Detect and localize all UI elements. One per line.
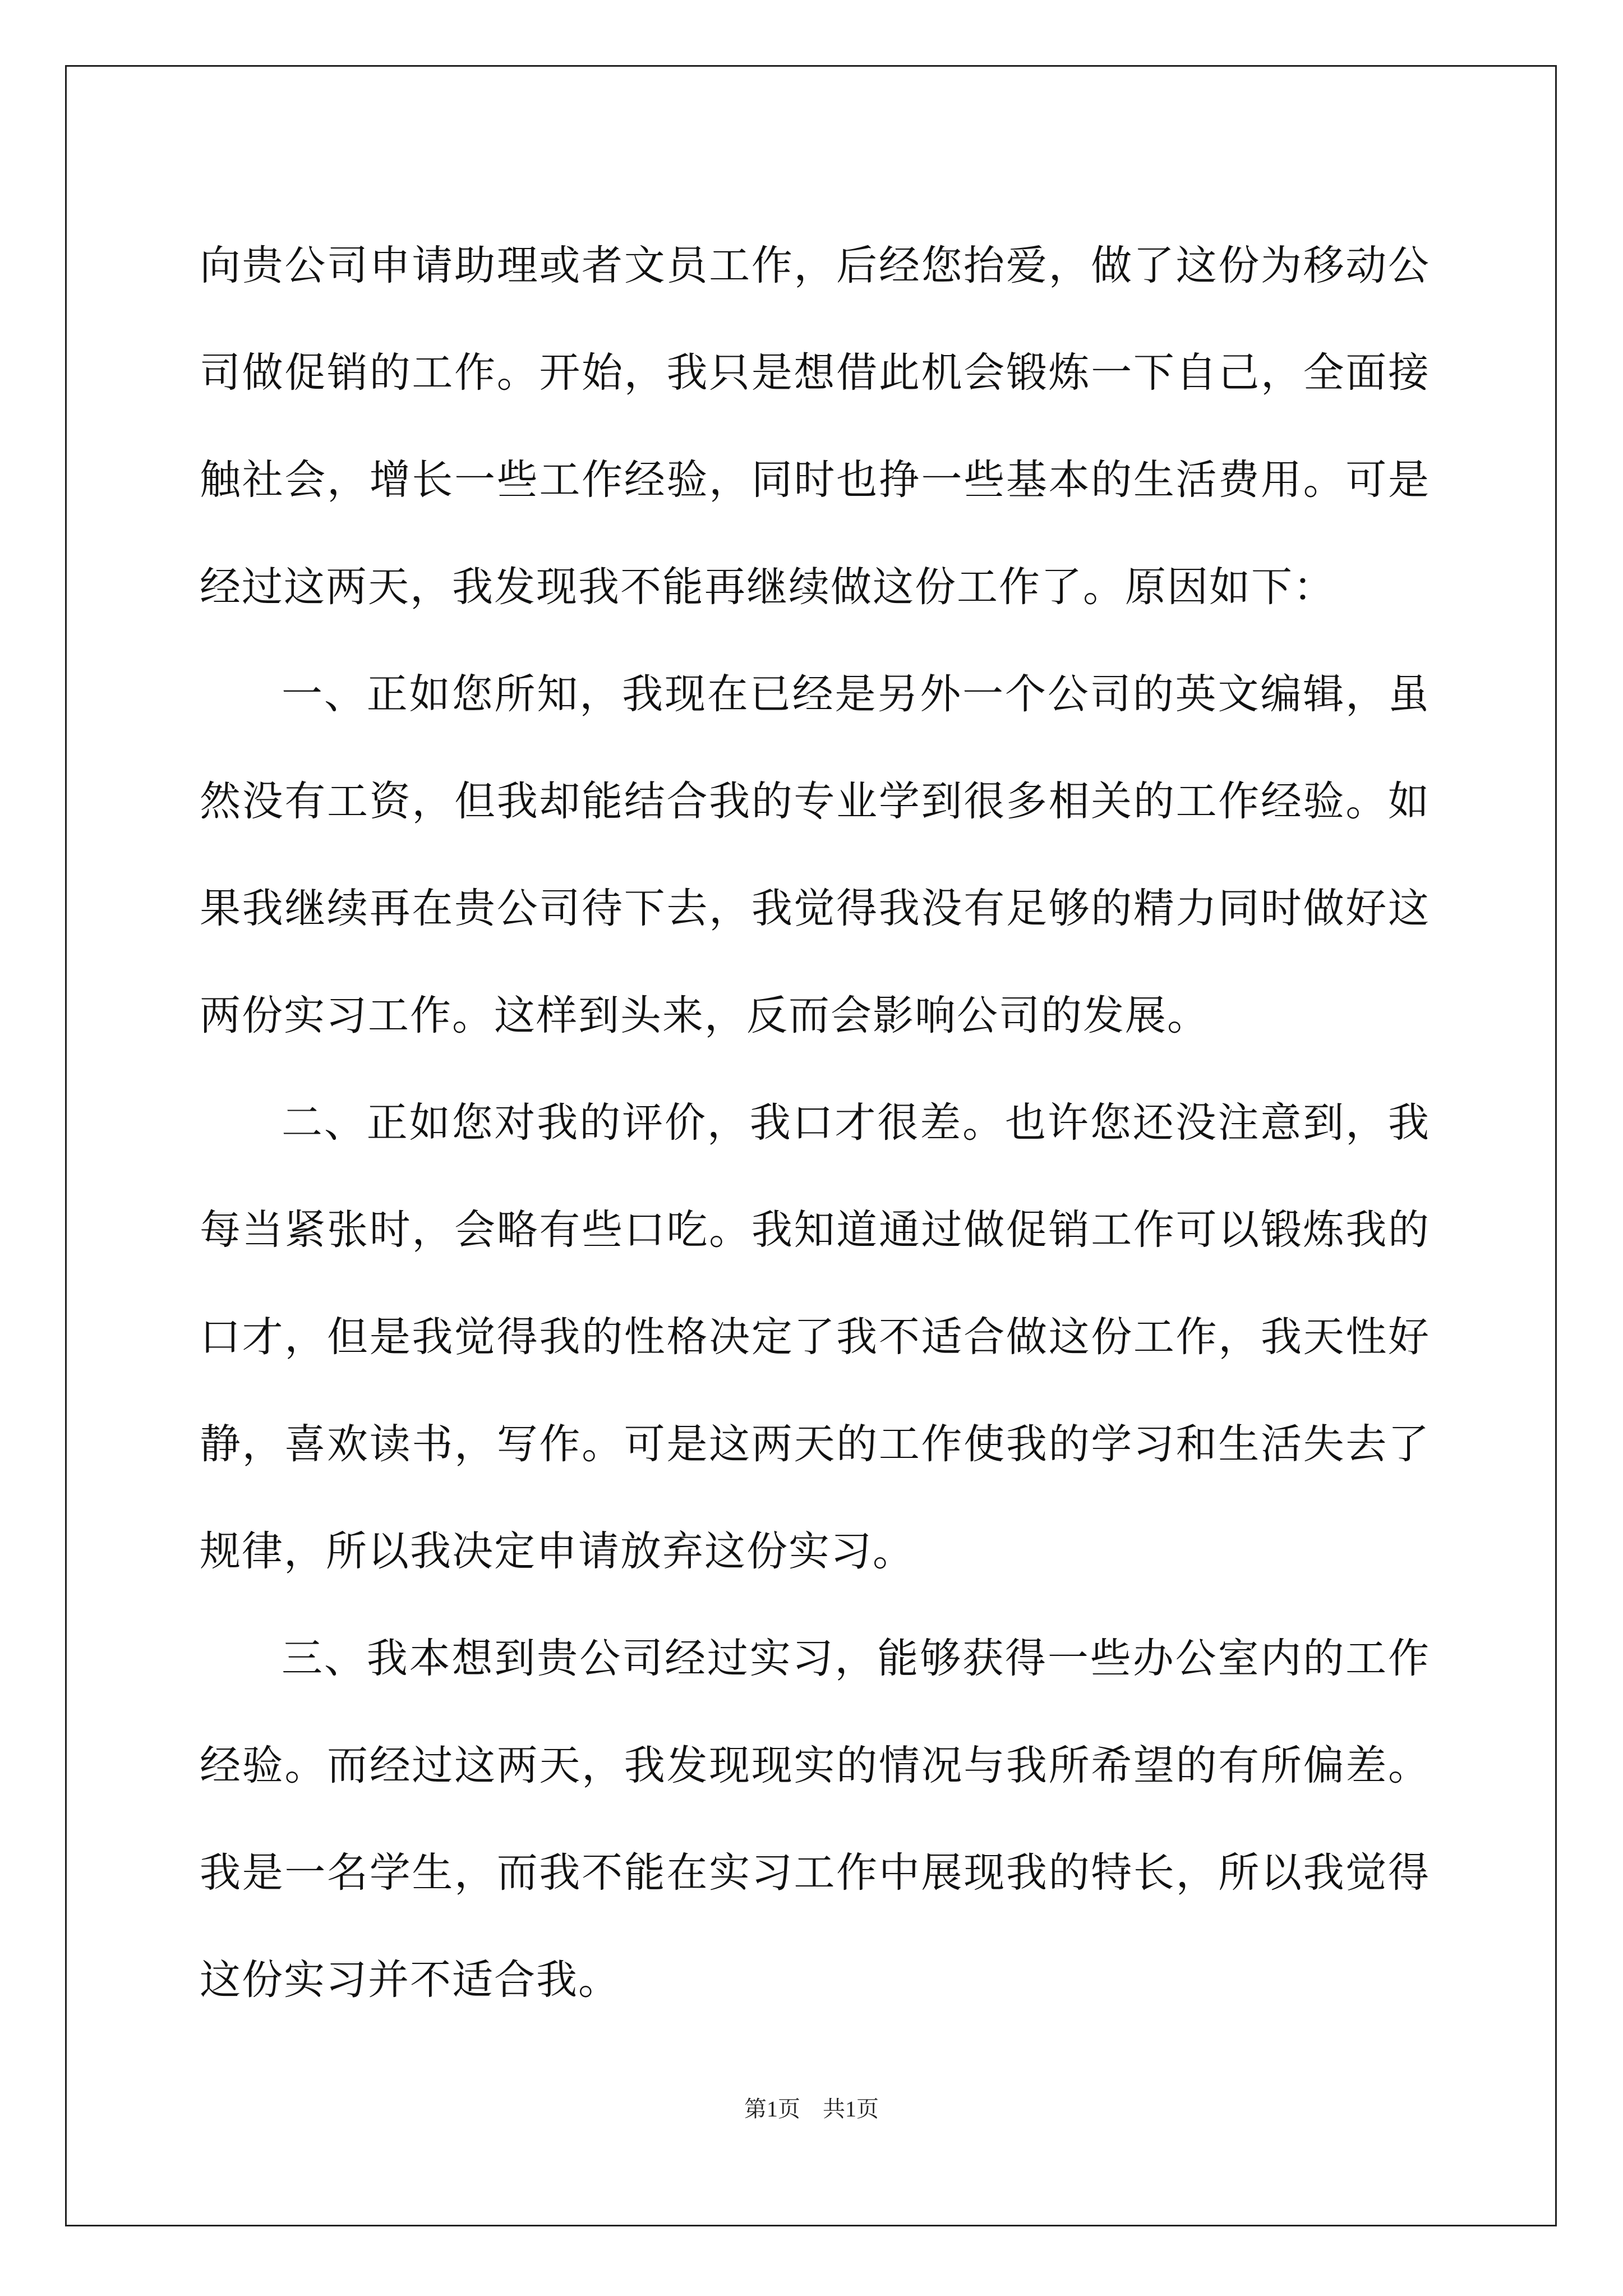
paragraph-intro: 向贵公司申请助理或者文员工作，后经您抬爱，做了这份为移动公司做促销的工作。开始，我只是想借此机会锻炼一下自己，全面接触社会，增长一些工作经验，同时也挣一些基本的生活费用。可是经过这两天，我发现我不能再继续做这份工作了。原因如下： <box>200 242 1430 611</box>
page-footer <box>0 2091 1623 2123</box>
paragraph-reason-two: 二、正如您对我的评价，我口才很差。也许您还没注意到，我每当紧张时，会略有些口吃。我知道通过做促销工作可以锻炼我的口才，但是我觉得我的性格决定了我不适合做这份工作，我天性好静，喜欢读书，写作。可是这两天的工作使我的学习和生活失去了规律，所以我决定申请放弃这份实习。 <box>200 1099 1430 1575</box>
page-number: 第1页 <box>744 2096 800 2122</box>
document-body <box>200 212 1430 2033</box>
paragraph-reason-one: 一、正如您所知，我现在已经是另外一个公司的英文编辑，虽然没有工资，但我却能结合我的专业学到很多相关的工作经验。如果我继续再在贵公司待下去，我觉得我没有足够的精力同时做好这两份实习工作。这样到头来，反而会影响公司的发展。 <box>200 670 1430 1039</box>
paragraph-reason-three: 三、我本想到贵公司经过实习，能够获得一些办公室内的工作经验。而经过这两天，我发现现实的情况与我所希望的有所偏差。我是一名学生，而我不能在实习工作中展现我的特长，所以我觉得这份实习并不适合我。 <box>200 1635 1430 2004</box>
page-total: 共1页 <box>823 2096 879 2122</box>
